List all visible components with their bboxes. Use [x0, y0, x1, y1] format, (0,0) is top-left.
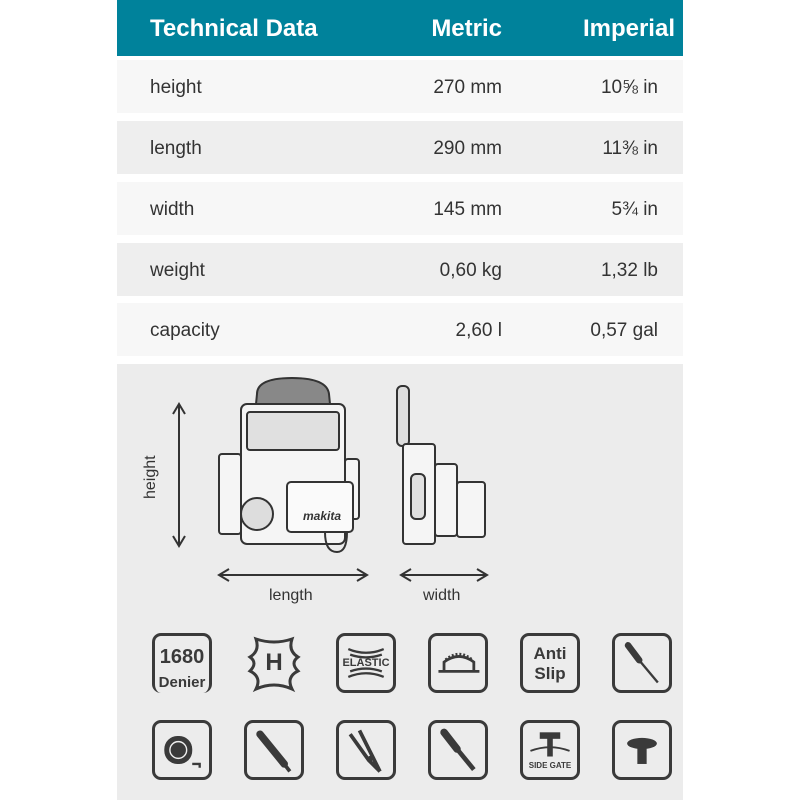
row-metric: 0,60 kg	[439, 260, 502, 281]
table-row	[117, 121, 683, 174]
row-label: weight	[150, 260, 205, 281]
icon-text: ELASTIC	[342, 657, 390, 669]
row-metric: 145 mm	[433, 199, 502, 220]
length-label: length	[269, 587, 313, 604]
rivet-icon	[612, 720, 672, 780]
width-label: width	[423, 587, 461, 604]
row-label: width	[150, 199, 195, 220]
row-metric: 270 mm	[433, 77, 502, 98]
pliers-icon	[336, 720, 396, 780]
header-imperial: Imperial	[582, 15, 675, 42]
utility-knife-icon	[244, 720, 304, 780]
row-metric: 2,60 l	[455, 320, 502, 341]
screwdriver-icon	[612, 633, 672, 693]
row-metric: 290 mm	[433, 138, 502, 159]
icon-text: Denier	[158, 674, 206, 691]
padded-handle-icon	[428, 633, 488, 693]
row-label: length	[150, 138, 202, 159]
anti-slip-icon	[520, 633, 580, 693]
tape-measure-icon	[152, 720, 212, 780]
1680-denier-icon	[152, 633, 212, 693]
row-imperial: 5¾ in	[611, 199, 658, 220]
header-technical-data: Technical Data	[150, 15, 318, 42]
header-metric: Metric	[431, 15, 502, 42]
table-row	[117, 243, 683, 296]
icon-text: H	[265, 649, 283, 676]
tool-pouch-drawing	[117, 364, 683, 614]
chisel-icon	[428, 720, 488, 780]
table-header	[117, 0, 683, 56]
leather-icon	[244, 633, 304, 693]
product-diagram-panel	[117, 364, 683, 800]
row-imperial: 10⅝ in	[600, 77, 658, 98]
icon-text: SIDE GATE	[528, 761, 572, 770]
elastic-icon	[336, 633, 396, 693]
height-label: height	[142, 455, 159, 499]
side-gate-hammer-icon	[520, 720, 580, 780]
icon-text: Anti	[533, 644, 567, 663]
row-imperial: 1,32 lb	[600, 260, 658, 281]
row-imperial: 11⅜ in	[602, 138, 658, 159]
row-imperial: 0,57 gal	[590, 320, 658, 341]
table-row	[117, 60, 683, 113]
brand-logo: makita	[302, 509, 342, 523]
table-row	[117, 303, 683, 356]
row-label: height	[150, 77, 202, 98]
table-row	[117, 182, 683, 235]
icon-text: Slip	[534, 664, 566, 683]
icon-text: 1680	[159, 646, 205, 668]
row-label: capacity	[150, 320, 220, 341]
